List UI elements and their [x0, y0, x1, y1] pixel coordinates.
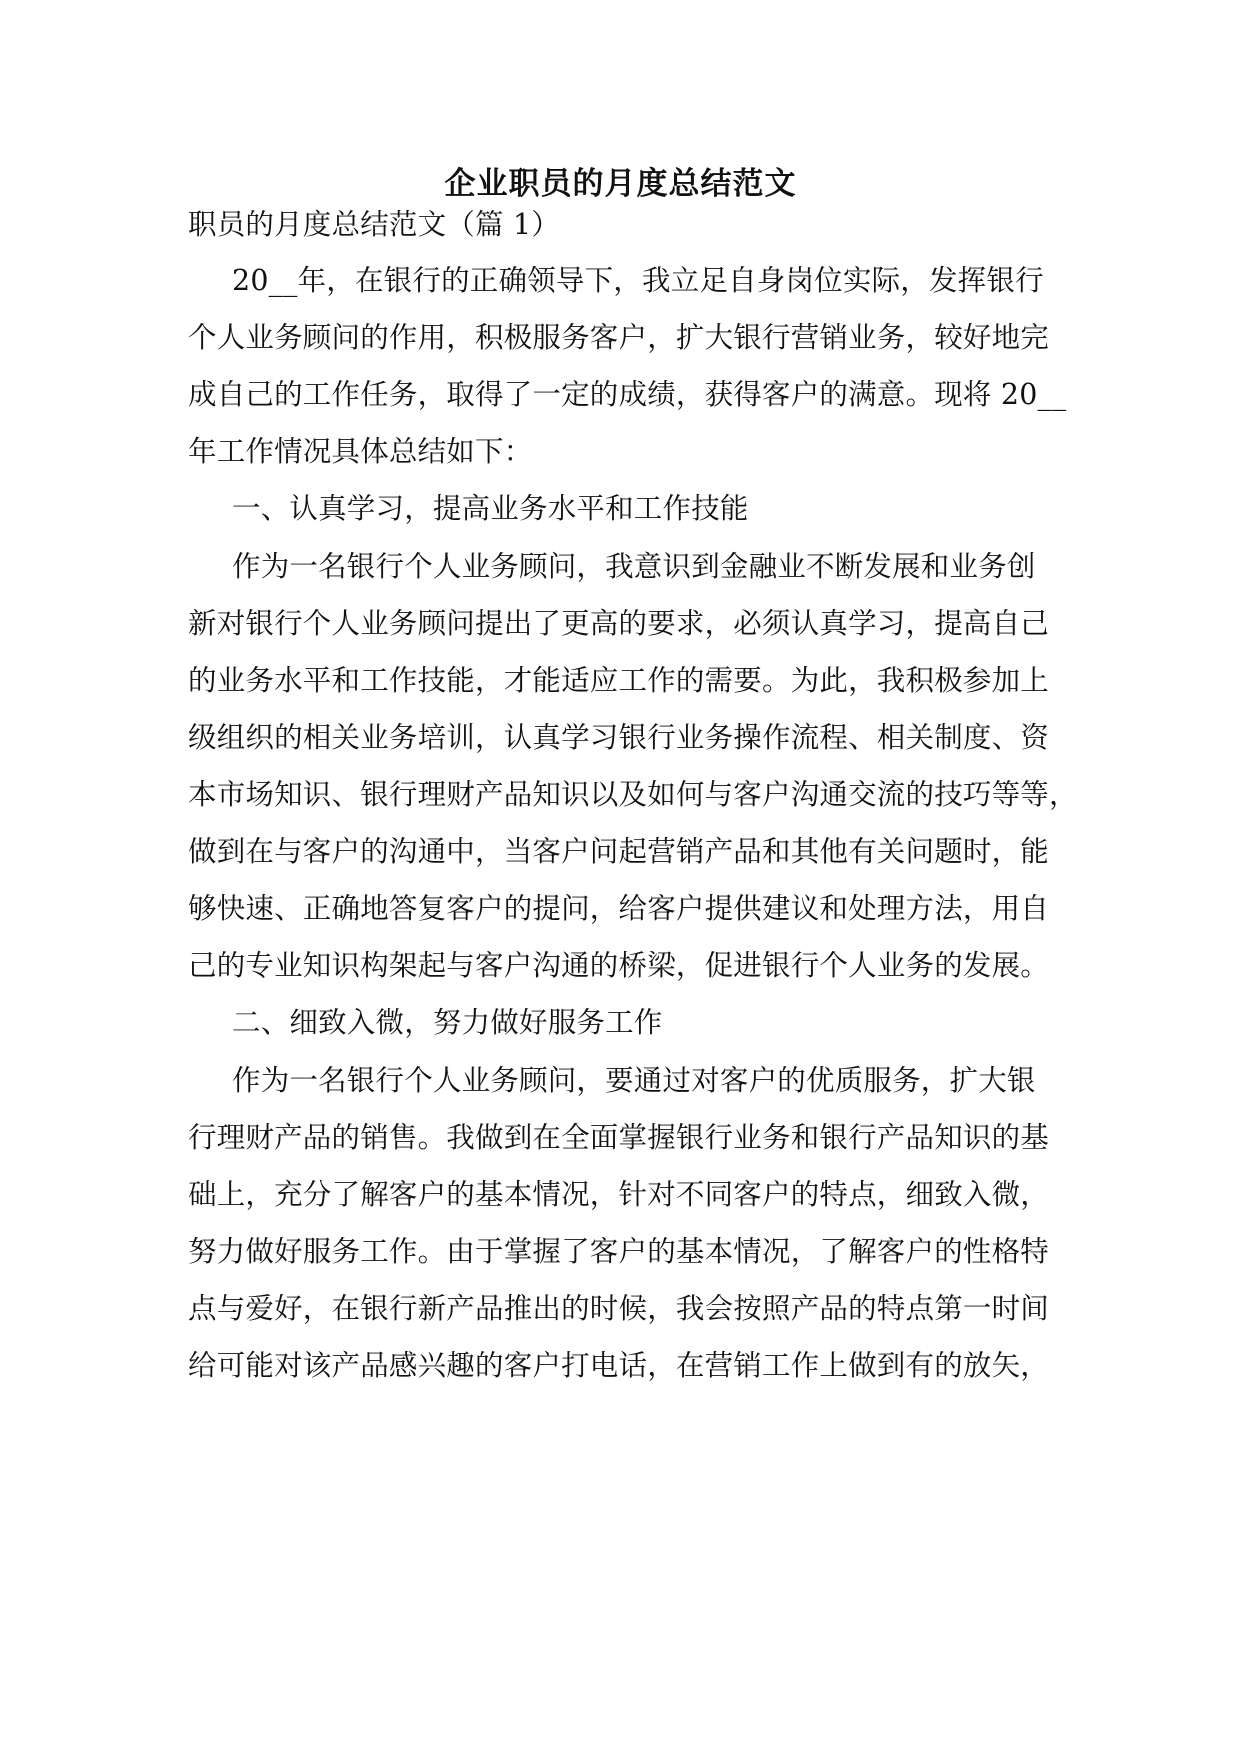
section-heading: 一、认真学习，提高业务水平和工作技能 [232, 492, 749, 525]
section-subtitle: 职员的月度总结范文（篇 1） [188, 208, 560, 241]
paragraph-line: 努力做好服务工作。由于掌握了客户的基本情况，了解客户的性格特 [188, 1235, 1050, 1268]
document-title: 企业职员的月度总结范文 [444, 166, 797, 202]
paragraph-line: 作为一名银行个人业务顾问，我意识到金融业不断发展和业务创 [232, 550, 1036, 583]
paragraph-line: 的业务水平和工作技能，才能适应工作的需要。为此，我积极参加上 [188, 664, 1050, 697]
paragraph-line: 点与爱好，在银行新产品推出的时候，我会按照产品的特点第一时间 [188, 1292, 1050, 1325]
paragraph-line: 个人业务顾问的作用，积极服务客户，扩大银行营销业务，较好地完 [188, 321, 1050, 354]
paragraph-line: 给可能对该产品感兴趣的客户打电话，在营销工作上做到有的放矢， [188, 1349, 1050, 1382]
paragraph-line: 级组织的相关业务培训，认真学习银行业务操作流程、相关制度、资 [188, 721, 1050, 754]
section-heading: 二、细致入微，努力做好服务工作 [232, 1006, 663, 1039]
paragraph-line: 行理财产品的销售。我做到在全面掌握银行业务和银行产品知识的基 [188, 1121, 1050, 1154]
paragraph-line: 20__年，在银行的正确领导下，我立足自身岗位实际，发挥银行 [232, 264, 1044, 297]
paragraph-line: 年工作情况具体总结如下： [188, 435, 533, 468]
paragraph-line: 己的专业知识构架起与客户沟通的桥梁，促进银行个人业务的发展。 [188, 949, 1050, 982]
paragraph-line: 成自己的工作任务，取得了一定的成绩，获得客户的满意。现将 20__ [188, 378, 1067, 411]
paragraph-line: 础上，充分了解客户的基本情况，针对不同客户的特点，细致入微， [188, 1178, 1050, 1211]
paragraph-line: 本市场知识、银行理财产品知识以及如何与客户沟通交流的技巧等等， [188, 778, 1078, 811]
paragraph-line: 够快速、正确地答复客户的提问，给客户提供建议和处理方法，用自 [188, 892, 1050, 925]
paragraph-line: 作为一名银行个人业务顾问，要通过对客户的优质服务，扩大银 [232, 1064, 1036, 1097]
paragraph-line: 新对银行个人业务顾问提出了更高的要求，必须认真学习，提高自己 [188, 607, 1050, 640]
paragraph-line: 做到在与客户的沟通中，当客户问起营销产品和其他有关问题时，能 [188, 835, 1050, 868]
